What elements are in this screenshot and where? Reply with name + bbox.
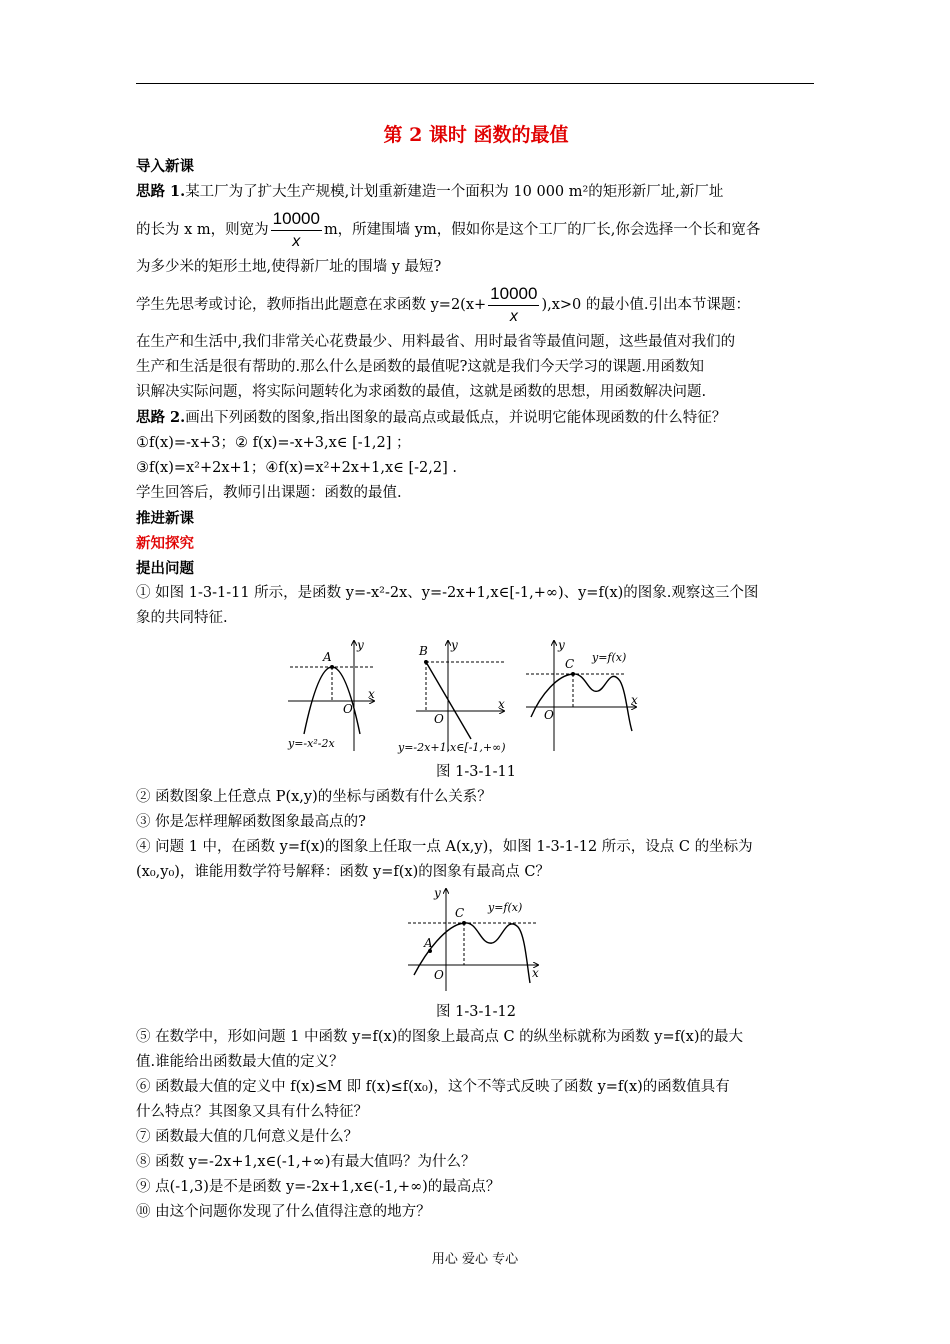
idea1-line1: 思路 1.某工厂为了扩大生产规模,计划重新建造一个面积为 10 000 m²的矩形新厂址,新厂址 [136, 183, 724, 200]
question-8: ⑧ 函数 y=-2x+1,x∈(-1,+∞)有最大值吗？为什么？ [136, 1154, 476, 1170]
document-body [136, 118, 816, 1225]
svg-text:A: A [323, 650, 332, 664]
header-rule [136, 83, 814, 84]
figure-caption-2: 图 1-3-1-12 [436, 1004, 516, 1020]
idea1-line2: 的长为 x m，则宽为 $\frac{10000}{x}$ m，所建围墙 ym，假如你是这个工厂的厂长,你会选择一个长和宽各 [136, 205, 816, 255]
svg-text:x: x [498, 697, 505, 711]
question-1-line2: 象的共同特征. [136, 610, 228, 626]
svg-text:y: y [434, 887, 441, 900]
idea2-line1: 思路 2.画出下列函数的图象,指出图象的最高点或最低点，并说明它能体现函数的什么特征？ [136, 409, 727, 426]
question-7: ⑦ 函数最大值的几何意义是什么？ [136, 1129, 359, 1145]
idea1-line7: 识解决实际问题，将实际问题转化为求函数的最值，这就是函数的思想，用函数解决问题. [136, 384, 707, 400]
question-6-line2: 什么特点？其图象又具有什么特征？ [136, 1104, 368, 1120]
graph-curve [526, 639, 638, 751]
svg-text:y=f(x): y=f(x) [488, 901, 523, 914]
idea1-line6: 生产和生活是很有帮助的.那么什么是函数的最值呢?这就是我们今天学习的课题.用函数知 [136, 359, 704, 375]
page-title: 第 2 课时 函数的最值 [383, 124, 569, 146]
section-intro-heading: 导入新课 [136, 158, 194, 175]
idea1-label: 思路 1. [136, 183, 186, 200]
idea2-line4: 学生回答后，教师引出课题：函数的最值. [136, 485, 402, 501]
svg-text:B: B [419, 644, 428, 658]
idea2-line2: ①f(x)=-x+3；② f(x)=-x+3,x∈ [-1,2] ； [136, 435, 411, 451]
question-10: ⑩ 由这个问题你发现了什么值得注意的地方？ [136, 1204, 431, 1220]
question-4-line2: (x₀,y₀)，谁能用数学符号解释：函数 y=f(x)的图象有最高点 C？ [136, 864, 550, 880]
idea2-line3: ③f(x)=x²+2x+1；④f(x)=x²+2x+1,x∈ [-2,2] . [136, 460, 457, 476]
page-footer: 用心 爱心 专心 [431, 1252, 519, 1267]
svg-text:O: O [434, 968, 444, 982]
graph-parabola [287, 639, 375, 751]
idea1-line5: 在生产和生活中,我们非常关心花费最少、用料最省、用时最省等最值问题，这些最值对我们的 [136, 334, 736, 350]
fraction-10000-over-x: $\frac{10000}{x}$ [272, 208, 320, 250]
graph-line [397, 639, 506, 754]
svg-text:C: C [455, 906, 465, 920]
svg-text:x: x [631, 693, 638, 707]
svg-text:x: x [368, 687, 375, 701]
question-4-line1: ④ 问题 1 中，在函数 y=f(x)的图象上任取一点 A(x,y)，如图 1-3-1-12 所示，设点 C 的坐标为 [136, 839, 753, 855]
question-5-line2: 值.谁能给出函数最大值的定义？ [136, 1054, 344, 1070]
svg-text:y=-2x+1,x∈[-1,+∞): y=-2x+1,x∈[-1,+∞) [398, 741, 506, 754]
figure-graphs [286, 639, 666, 757]
svg-text:A: A [424, 936, 433, 950]
section-questions-heading: 提出问题 [136, 560, 194, 577]
idea2-label: 思路 2. [136, 409, 186, 426]
idea1-line4: 学生先思考或讨论，教师指出此题意在求函数 y=2(x+ $\frac{10000}{x}$ ),x>0 的最小值.引出本节课题： [136, 280, 816, 330]
question-5-line1: ⑤ 在数学中，形如问题 1 中函数 y=f(x)的图象上最高点 C 的纵坐标就称为函数 y=f(x)的最大 [136, 1029, 743, 1045]
question-9: ⑨ 点(-1,3)是不是函数 y=-2x+1,x∈(-1,+∞)的最高点？ [136, 1179, 501, 1195]
svg-text:O: O [434, 712, 444, 726]
svg-text:x: x [532, 966, 539, 980]
svg-text:y: y [357, 639, 364, 652]
svg-text:O: O [544, 708, 554, 722]
svg-text:C: C [565, 657, 575, 671]
idea1-line3: 为多少米的矩形土地,使得新厂址的围墙 y 最短? [136, 259, 442, 275]
question-3: ③ 你是怎样理解函数图象最高点的? [136, 814, 366, 830]
section-explore-heading: 新知探究 [136, 535, 194, 552]
figure-1-3-1-11 [136, 639, 816, 757]
fraction-10000-over-x-2: $\frac{10000}{x}$ [490, 283, 538, 325]
figure-graph-max-point [406, 887, 546, 995]
figure-1-3-1-12 [136, 887, 816, 995]
figure-caption-1: 图 1-3-1-11 [436, 764, 516, 780]
svg-text:y: y [558, 639, 565, 652]
svg-text:y: y [451, 639, 458, 652]
question-6-line1: ⑥ 函数最大值的定义中 f(x)≤M 即 f(x)≤f(x₀)，这个不等式反映了函数 y=f(x)的函数值具有 [136, 1079, 730, 1095]
svg-text:O: O [343, 702, 353, 716]
section-new-lesson-heading: 推进新课 [136, 510, 194, 527]
svg-text:y=f(x): y=f(x) [592, 651, 627, 664]
question-2: ② 函数图象上任意点 P(x,y)的坐标与函数有什么关系？ [136, 789, 492, 805]
svg-text:y=-x²-2x: y=-x²-2x [288, 737, 335, 750]
question-1-line1: ① 如图 1-3-1-11 所示，是函数 y=-x²-2x、y=-2x+1,x∈[-1,+∞)、y=f(x)的图象.观察这三个图 [136, 585, 759, 601]
